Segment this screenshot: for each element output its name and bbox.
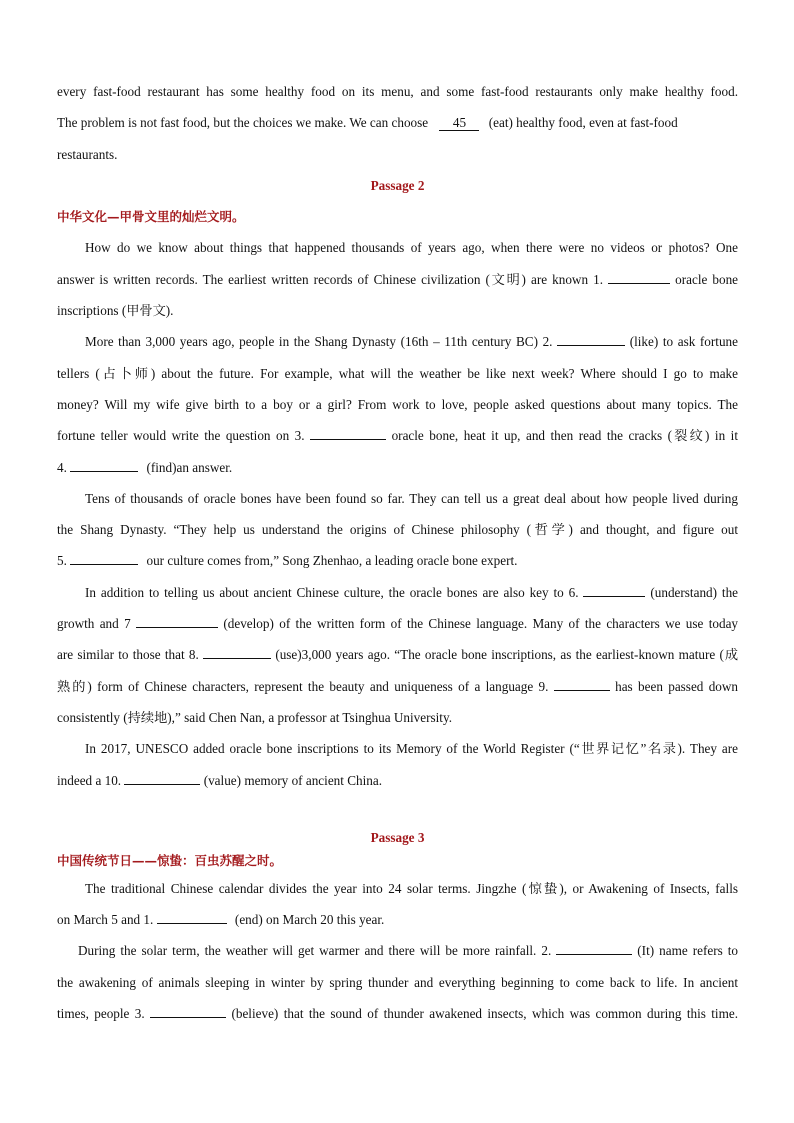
- blank-8[interactable]: [203, 658, 271, 659]
- p2-line-15-pre: 熟的) form of Chinese characters, represent the beauty and uniqueness of a language 9.: [57, 678, 549, 694]
- passage1-line-3: restaurants.: [57, 146, 118, 162]
- p2-line-7-pre: fortune teller would write the question on 3.: [57, 428, 305, 444]
- p2-line-12: [57, 577, 738, 608]
- blank-1[interactable]: [608, 283, 670, 284]
- p2-line-18-pre: indeed a 10.: [57, 772, 122, 788]
- passage2-title: Passage 2: [370, 177, 425, 193]
- p2-line-2: [57, 264, 738, 295]
- p2-line-7-post: oracle bone, heat it up, and then read the cracks (裂纹) in it: [391, 428, 738, 444]
- p2-line-15-post: has been passed down: [615, 678, 738, 694]
- passage1-line-2-post: (eat) healthy food, even at fast-food: [488, 115, 678, 131]
- p2-line-2-post: oracle bone: [675, 271, 738, 287]
- blank-4[interactable]: [70, 471, 138, 472]
- p3-blank-3[interactable]: [150, 1017, 226, 1018]
- passage3-cn-heading: 中国传统节日——惊蛰：百虫苏醒之时。: [57, 852, 283, 868]
- blank-7[interactable]: [136, 627, 218, 628]
- p3-line-5-pre: times, people 3.: [57, 1006, 145, 1022]
- document-page: [57, 76, 738, 1029]
- p3-line-3: [57, 935, 738, 966]
- p2-line-1: How do we know about things that happened thousands of years ago, when there were no videos or photos? One: [85, 240, 738, 256]
- passage1-line-2-pre: The problem is not fast food, but the choices we make. We can choose: [57, 115, 429, 131]
- p2-line-4: [57, 326, 738, 357]
- p2-line-16: consistently (持续地),” said Chen Nan, a professor at Tsinghua University.: [57, 709, 452, 725]
- p2-line-13-post: (develop) of the written form of the Chinese language. Many of the characters we use today: [223, 616, 738, 632]
- blank-9[interactable]: [554, 690, 610, 691]
- p2-line-10: the Shang Dynasty. “They help us understand the origins of Chinese philosophy (哲学) and thought, and figure out: [57, 522, 738, 538]
- p3-line-2-pre: on March 5 and 1.: [57, 912, 154, 928]
- p2-line-14-pre: are similar to those that 8.: [57, 647, 199, 663]
- p2-line-8: [57, 452, 738, 483]
- p2-line-3: inscriptions (甲骨文).: [57, 303, 174, 319]
- p3-blank-1[interactable]: [157, 923, 227, 924]
- p3-line-2: [57, 904, 738, 935]
- passage3-title: Passage 3: [370, 829, 425, 845]
- answer-blank-45[interactable]: 45: [439, 116, 479, 131]
- blank-5[interactable]: [70, 564, 138, 565]
- p3-line-4: the awakening of animals sleeping in winter by spring thunder and everything beginning to come back to life. In ancient: [57, 974, 738, 990]
- p2-line-5: tellers (占卜师) about the future. For example, what will the weather be like next week? Where should I go to make: [57, 365, 738, 381]
- p3-line-1: The traditional Chinese calendar divides the year into 24 solar terms. Jingzhe (惊蛰), or Awakening of Insects, falls: [85, 880, 738, 896]
- section-spacer: [57, 796, 738, 827]
- p2-line-7: [57, 420, 738, 451]
- p2-line-4-pre: More than 3,000 years ago, people in the Shang Dynasty (16th – 11th century BC) 2.: [85, 334, 553, 350]
- p3-line-3-pre: During the solar term, the weather will get warmer and there will be more rainfall. 2.: [78, 943, 552, 959]
- p2-line-9: Tens of thousands of oracle bones have been found so far. They can tell us a great deal about how people lived during: [85, 490, 738, 506]
- p2-line-11: [57, 545, 738, 576]
- p2-line-12-pre: In addition to telling us about ancient Chinese culture, the oracle bones are also key to 6.: [85, 584, 579, 600]
- p2-line-15: [57, 671, 738, 702]
- blank-10[interactable]: [124, 784, 200, 785]
- passage1-line-1: every fast-food restaurant has some healthy food on its menu, and some fast-food restaurants only make healthy food.: [57, 84, 738, 99]
- p2-line-8-pre: 4.: [57, 459, 67, 475]
- p3-line-5: [57, 998, 738, 1029]
- p2-line-8-post: (find)an answer.: [146, 459, 233, 475]
- p2-line-11-pre: 5.: [57, 553, 67, 569]
- p3-blank-2[interactable]: [556, 954, 632, 955]
- p2-line-12-post: (understand) the: [650, 584, 738, 600]
- p2-line-18: [57, 765, 738, 796]
- p2-line-4-post: (like) to ask fortune: [629, 334, 738, 350]
- blank-6[interactable]: [583, 596, 645, 597]
- p2-line-2-pre: answer is written records. The earliest written records of Chinese civilization (文明) are known 1.: [57, 271, 603, 287]
- p2-line-11-post: our culture comes from,” Song Zhenhao, a leading oracle bone expert.: [146, 553, 518, 569]
- p2-line-13: [57, 608, 738, 639]
- passage1-line-2: [57, 107, 738, 138]
- p2-line-14-post: (use)3,000 years ago. “The oracle bone inscriptions, as the earliest-known mature (成: [275, 647, 738, 663]
- p2-line-14: [57, 639, 738, 670]
- passage2-cn-heading: 中华文化—甲骨文里的灿烂文明。: [57, 209, 245, 225]
- p2-line-18-post: (value) memory of ancient China.: [203, 772, 383, 788]
- p3-line-5-post: (believe) that the sound of thunder awakened insects, which was common during this time.: [231, 1006, 738, 1022]
- p2-line-6: money? Will my wife give birth to a boy or a girl? From work to love, people asked questions about many topics. The: [57, 396, 738, 412]
- p3-line-2-post: (end) on March 20 this year.: [234, 912, 385, 928]
- p3-line-3-post: (It) name refers to: [637, 943, 738, 959]
- blank-3[interactable]: [310, 439, 386, 440]
- p2-line-17: In 2017, UNESCO added oracle bone inscriptions to its Memory of the World Register (“世界记忆”名录). They are: [85, 741, 738, 757]
- blank-2[interactable]: [557, 345, 625, 346]
- p2-line-13-pre: growth and 7: [57, 616, 131, 632]
